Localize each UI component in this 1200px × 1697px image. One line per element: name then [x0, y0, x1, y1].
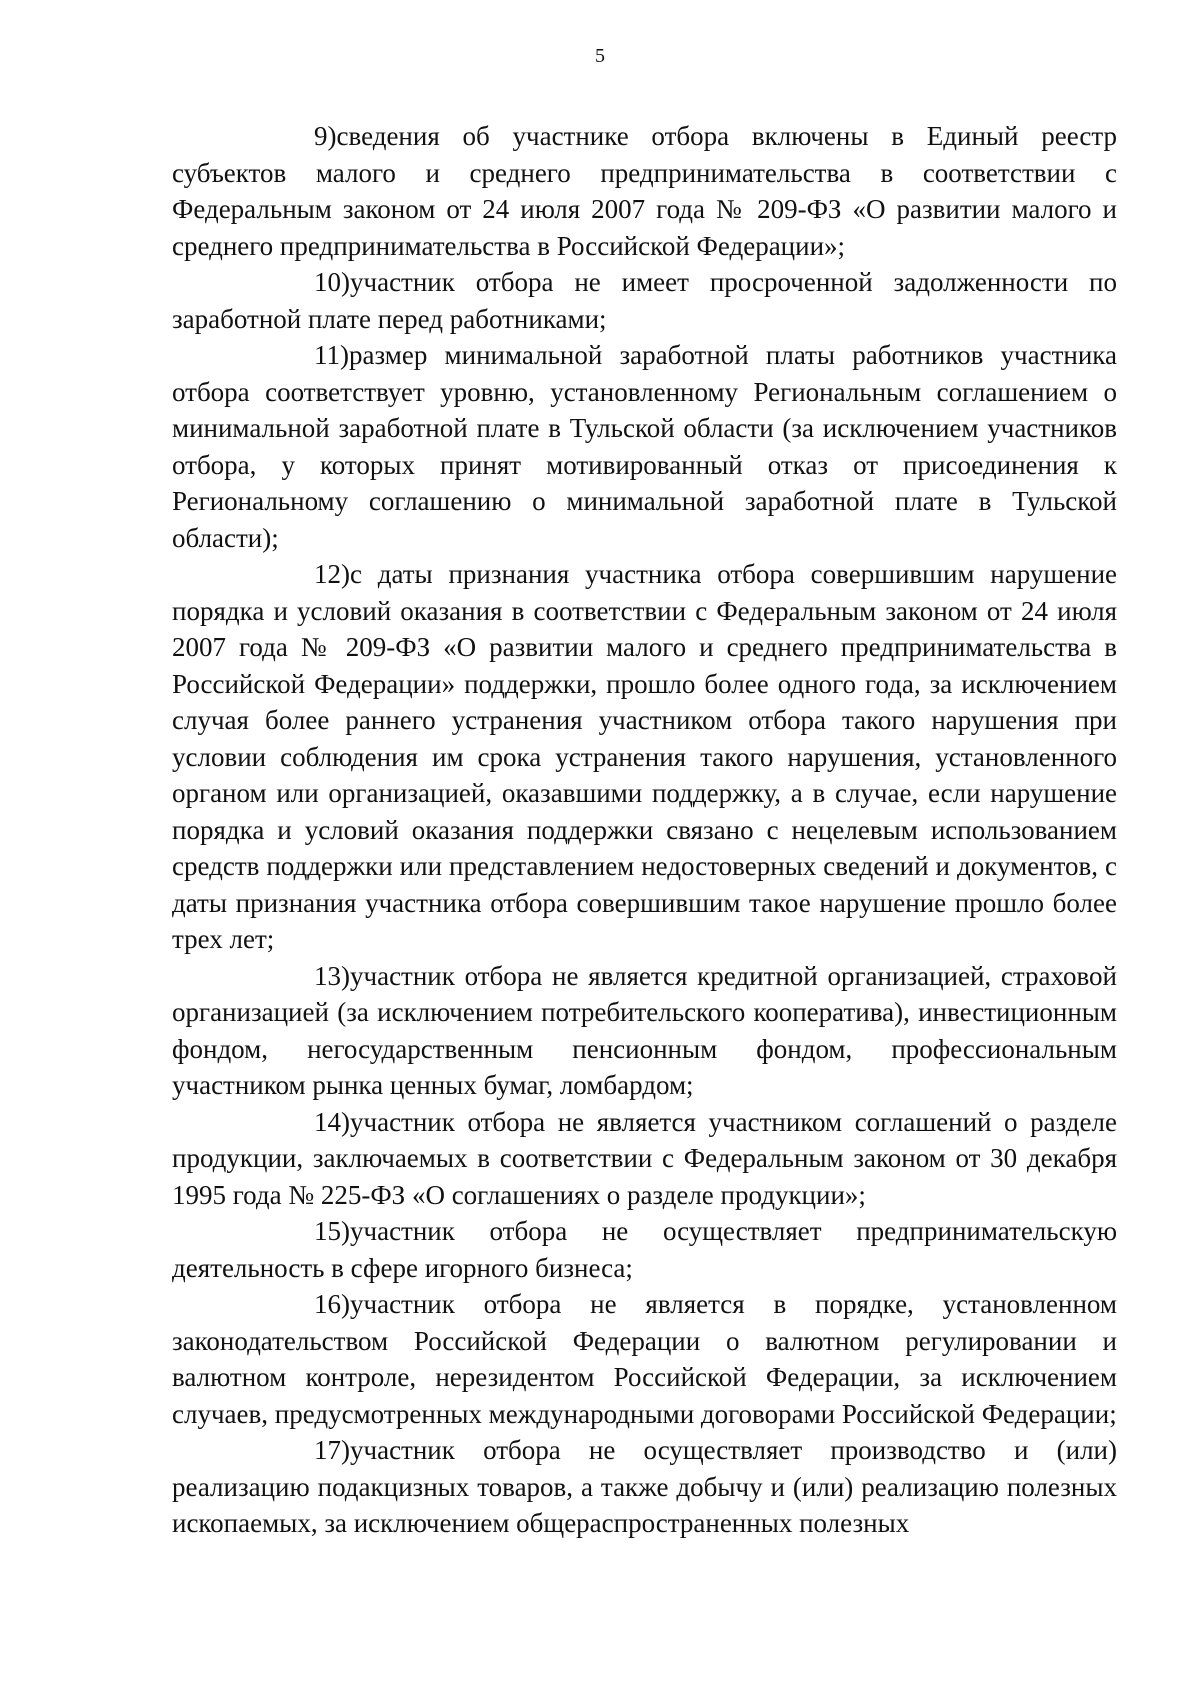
item-number: 15): [314, 1216, 350, 1246]
item-number: 17): [314, 1435, 350, 1465]
item-text: участник отбора не является кредитной организацией, страховой организацией (за исключением потребительского кооператива), инвестиционным фондом, негосударственным пенсионным фондом, профессиональным участником рынка ценных бумаг, ломбардом;: [172, 960, 1117, 1100]
list-item-14: [172, 1104, 1117, 1214]
item-number: 9): [314, 121, 337, 151]
item-text: с даты признания участника отбора совершившим нарушение порядка и условий оказания в соответствии с Федеральным законом от 24 июля 2007 года № 209-ФЗ «О развитии малого и среднего предпринимательства в Российской Федерации» поддержки, прошло более одного года, за исключением случая более раннего устранения участником отбора такого нарушения при условии соблюдения им срока устранения такого нарушения, установленного органом или организацией, оказавшими поддержку, а в случае, если нарушение порядка и условий оказания поддержки связано с нецелевым использованием средств поддержки или представлением недостоверных сведений и документов, с даты признания участника отбора совершившим такое нарушение прошло более трех лет;: [172, 559, 1117, 954]
item-text: участник отбора не является участником соглашений о разделе продукции, заключаемых в соответствии с Федеральным законом от 30 декабря 1995 года № 225-ФЗ «О соглашениях о разделе продукции»;: [172, 1106, 1117, 1210]
item-number: 14): [314, 1106, 350, 1137]
item-number: 16): [314, 1289, 350, 1319]
list-item-9: [172, 118, 1117, 264]
list-item-11: [172, 337, 1117, 556]
list-item-17: [172, 1432, 1117, 1542]
item-number: 11): [314, 340, 349, 370]
item-text: участник отбора не осуществляет предпринимательскую деятельность в сфере игорного бизнеса;: [172, 1216, 1117, 1283]
list-item-10: [172, 264, 1117, 337]
item-number: 12): [314, 559, 350, 589]
item-text: участник отбора не имеет просроченной задолженности по заработной плате перед работниками;: [172, 267, 1117, 334]
item-text: участник отбора не является в порядке, установленном законодательством Российской Федерации о валютном регулировании и валютном контроле, нерезидентом Российской Федерации, за исключением случаев, предусмотренных международными договорами Российской Федерации;: [172, 1289, 1117, 1429]
list-item-16: [172, 1286, 1117, 1432]
item-text: участник отбора не осуществляет производство и (или) реализацию подакцизных товаров, а также добычу и (или) реализацию полезных ископаемых, за исключением общераспространенных полезных: [172, 1435, 1117, 1538]
item-number: 13): [314, 960, 350, 991]
item-number: 10): [314, 267, 350, 297]
document-body: [172, 118, 1117, 1542]
list-item-13: [172, 958, 1117, 1104]
item-text: сведения об участнике отбора включены в Единый реестр субъектов малого и среднего предпринимательства в соответствии с Федеральным законом от 24 июля 2007 года № 209-ФЗ «О развитии малого и среднего предпринимательства в Российской Федерации»;: [172, 121, 1117, 261]
item-text: размер минимальной заработной платы работников участника отбора соответствует уровню, установленному Региональным соглашением о минимальной заработной плате в Тульской области (за исключением участников отбора, у которых принят мотивированный отказ от присоединения к Региональному соглашению о минимальной заработной плате в Тульской области);: [172, 340, 1117, 553]
list-item-12: [172, 556, 1117, 958]
list-item-15: [172, 1213, 1117, 1286]
page-number: 5: [595, 45, 605, 67]
